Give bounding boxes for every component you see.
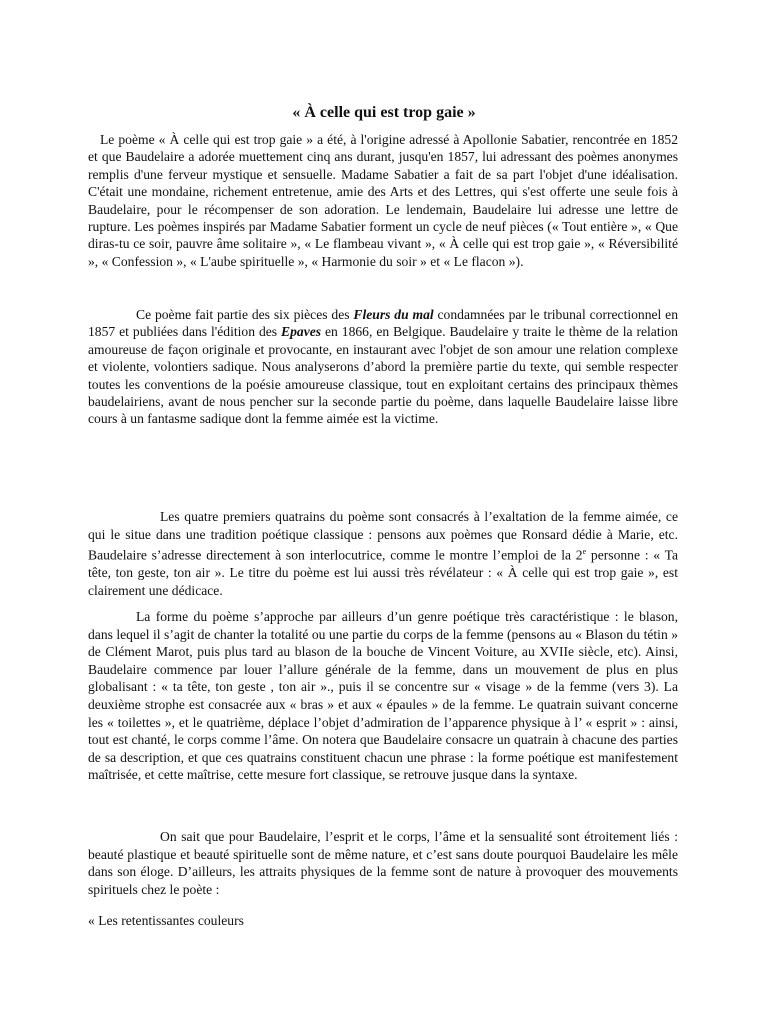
fleurs-du-mal-title: Fleurs du mal	[353, 307, 434, 322]
paragraph-context-text-1: Ce poème fait partie des six pièces des	[136, 307, 354, 322]
paragraph-blason-text: La forme du poème s’approche par ailleurs d’un genre poétique très caractéristique : le blason, dans lequel il s’agit de chanter la totalité ou une partie du corps de la femme (pensons au « Blason du tétin » de Clément Marot, puis plus tard au blason de la bouche de Vincent Voiture, au XVIIe siècle, etc). Ainsi, Baudelaire commence par louer l’allure générale de la femme, dans un mouvement de plus en plus globalisant : « ta tête, ton geste , ton air »., puis il se concentre sur « visage » de la femme (vers 3). La deuxième strophe est consacrée aux « bras » et aux « épaules » de la femme. Le quatrain suivant concerne les « toilettes », et le quatrième, déplace l’objet d’admiration de l’apparence physique à l’ « esprit » : ainsi, tout est chanté, le corps comme l’âme. On notera que Baudelaire consacre un quatrain à chacune des parties de sa description, et que ces quatrains constituent chacun une phrase : la forme poétique est manifestement maîtrisée, et cette maîtrise, cette mesure fort classique, se retrouve jusque dans la syntaxe.	[88, 609, 678, 783]
paragraph-context	[88, 306, 678, 428]
paragraph-intro-text: Le poème « À celle qui est trop gaie » a été, à l'origine adressé à Apollonie Sabatier, rencontrée en 1852 et que Baudelaire a adorée muettement cinq ans durant, jusqu'en 1857, lui adressant des poèmes anonymes remplis d'une ferveur mystique et sensuelle. Madame Sabatier a fait de sa part l'objet d'une idéalisation. C'était une mondaine, richement entretenue, amie des Arts et des Lettres, qui s'est offerte une seule fois à Baudelaire, pour le récompenser de son adoration. Le lendemain, Baudelaire lui adresse une lettre de rupture. Les poèmes inspirés par Madame Sabatier forment un cycle de neuf pièces (« Tout entière », « Que diras-tu ce soir, pauvre âme solitaire », « Le flambeau vivant », « À celle qui est trop gaie », « Réversibilité », « Confession », « L'aube spirituelle », « Harmonie du soir » et « Le flacon »).	[88, 132, 678, 269]
paragraph-quatrains-text-1: Les quatre premiers quatrains du poème sont consacrés à l’exaltation de la femme aimée, ce qui le situe dans une tradition poétique classique : pensons aux poèmes que Ronsard dédie à Marie, etc. Baudelaire s’adresse directement à son interlocutrice, comme le montre l’emploi de la 2	[88, 509, 678, 563]
epaves-title: Epaves	[281, 324, 322, 340]
paragraph-context-text-3: en 1866, en Belgique. Baudelaire y traite le thème de la relation amoureuse de façon originale et provocante, en instaurant avec l'objet de son amour une relation complexe et violente, volontiers sadique. Nous analyserons d’abord la première partie du texte, qui semble respecter toutes les conventions de la poésie amoureuse classique, tout en exploitant certains des principaux thèmes baudelairiens, avant de nous pencher sur la seconde partie du poème, dans laquelle Baudelaire laisse libre cours à un fantasme sadique dont la femme aimée est la victime.	[88, 324, 678, 427]
quote-line: « Les retentissantes couleurs	[88, 913, 244, 928]
paragraph-esprit-corps	[88, 828, 678, 898]
paragraph-blason	[88, 608, 678, 784]
document-title: « À celle qui est trop gaie »	[292, 104, 476, 121]
paragraph-context-text-2: condamnées par le tribunal correctionnel en 1857 et publiées dans l'édition des	[88, 307, 679, 340]
paragraph-esprit-corps-text: On sait que pour Baudelaire, l’esprit et le corps, l’âme et la sensualité sont étroitement liés : beauté plastique et beauté spirituelle sont de même nature, et c’est sans doute pourquoi Baudelaire les mêle dans son éloge. D’ailleurs, les attraits physiques de la femme sont de nature à provoquer des mouvements spirituels chez le poète :	[88, 829, 678, 897]
paragraph-quatrains-text-2: personne : « Ta tête, ton geste, ton air ». Le titre du poème est lui aussi très révélateur : « À celle qui est trop gaie », est clairement une dédicace.	[88, 547, 678, 598]
superscript-e: e	[582, 547, 587, 557]
paragraph-quatrains	[88, 508, 678, 600]
paragraph-intro	[88, 131, 678, 270]
